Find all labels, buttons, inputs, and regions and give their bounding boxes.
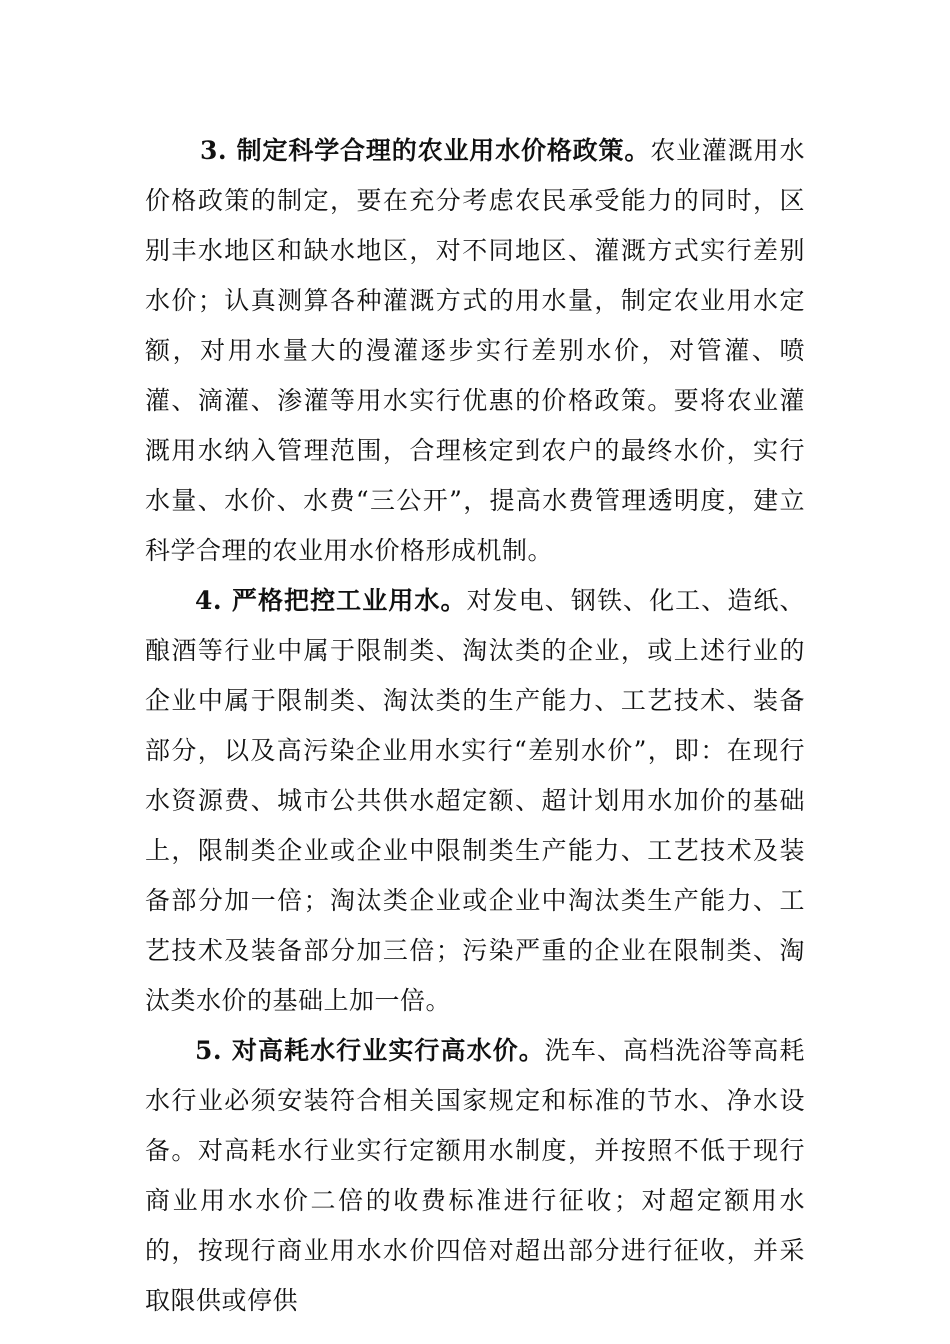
paragraph-text: 洗车、高档洗浴等高耗水行业必须安装符合相关国家规定和标准的节水、净水设备。对高耗水行业实行定额用水制度，并按照不低于现行商业用水水价二倍的收费标准进行征收；对超定额用水的，按现行商业用水水价四倍对超出部分进行征收，并采取限供或停供 bbox=[145, 1036, 805, 1315]
paragraph-high-consumption-pricing bbox=[145, 1026, 805, 1326]
paragraph-heading: 3. 制定科学合理的农业用水价格政策。 bbox=[200, 136, 651, 165]
document-body bbox=[145, 126, 805, 1326]
paragraph-text: 农业灌溉用水价格政策的制定，要在充分考虑农民承受能力的同时，区别丰水地区和缺水地区，对不同地区、灌溉方式实行差别水价；认真测算各种灌溉方式的用水量，制定农业用水定额，对用水量大的漫灌逐步实行差别水价，对管灌、喷灌、滴灌、渗灌等用水实行优惠的价格政策。要将农业灌溉用水纳入管理范围，合理核定到农户的最终水价，实行水量、水价、水费“三公开”，提高水费管理透明度，建立科学合理的农业用水价格形成机制。 bbox=[145, 136, 805, 565]
paragraph-industrial-water-control bbox=[145, 576, 805, 1026]
paragraph-heading: 4. 严格把控工业用水。 bbox=[195, 586, 467, 615]
paragraph-heading: 5. 对高耗水行业实行高水价。 bbox=[195, 1036, 545, 1065]
paragraph-text: 对发电、钢铁、化工、造纸、酿酒等行业中属于限制类、淘汰类的企业，或上述行业的企业中属于限制类、淘汰类的生产能力、工艺技术、装备部分，以及高污染企业用水实行“差别水价”，即：在现行水资源费、城市公共供水超定额、超计划用水加价的基础上，限制类企业或企业中限制类生产能力、工艺技术及装备部分加一倍；淘汰类企业或企业中淘汰类生产能力、工艺技术及装备部分加三倍；污染严重的企业在限制类、淘汰类水价的基础上加一倍。 bbox=[145, 586, 805, 1015]
paragraph-agricultural-water-pricing bbox=[145, 126, 805, 576]
